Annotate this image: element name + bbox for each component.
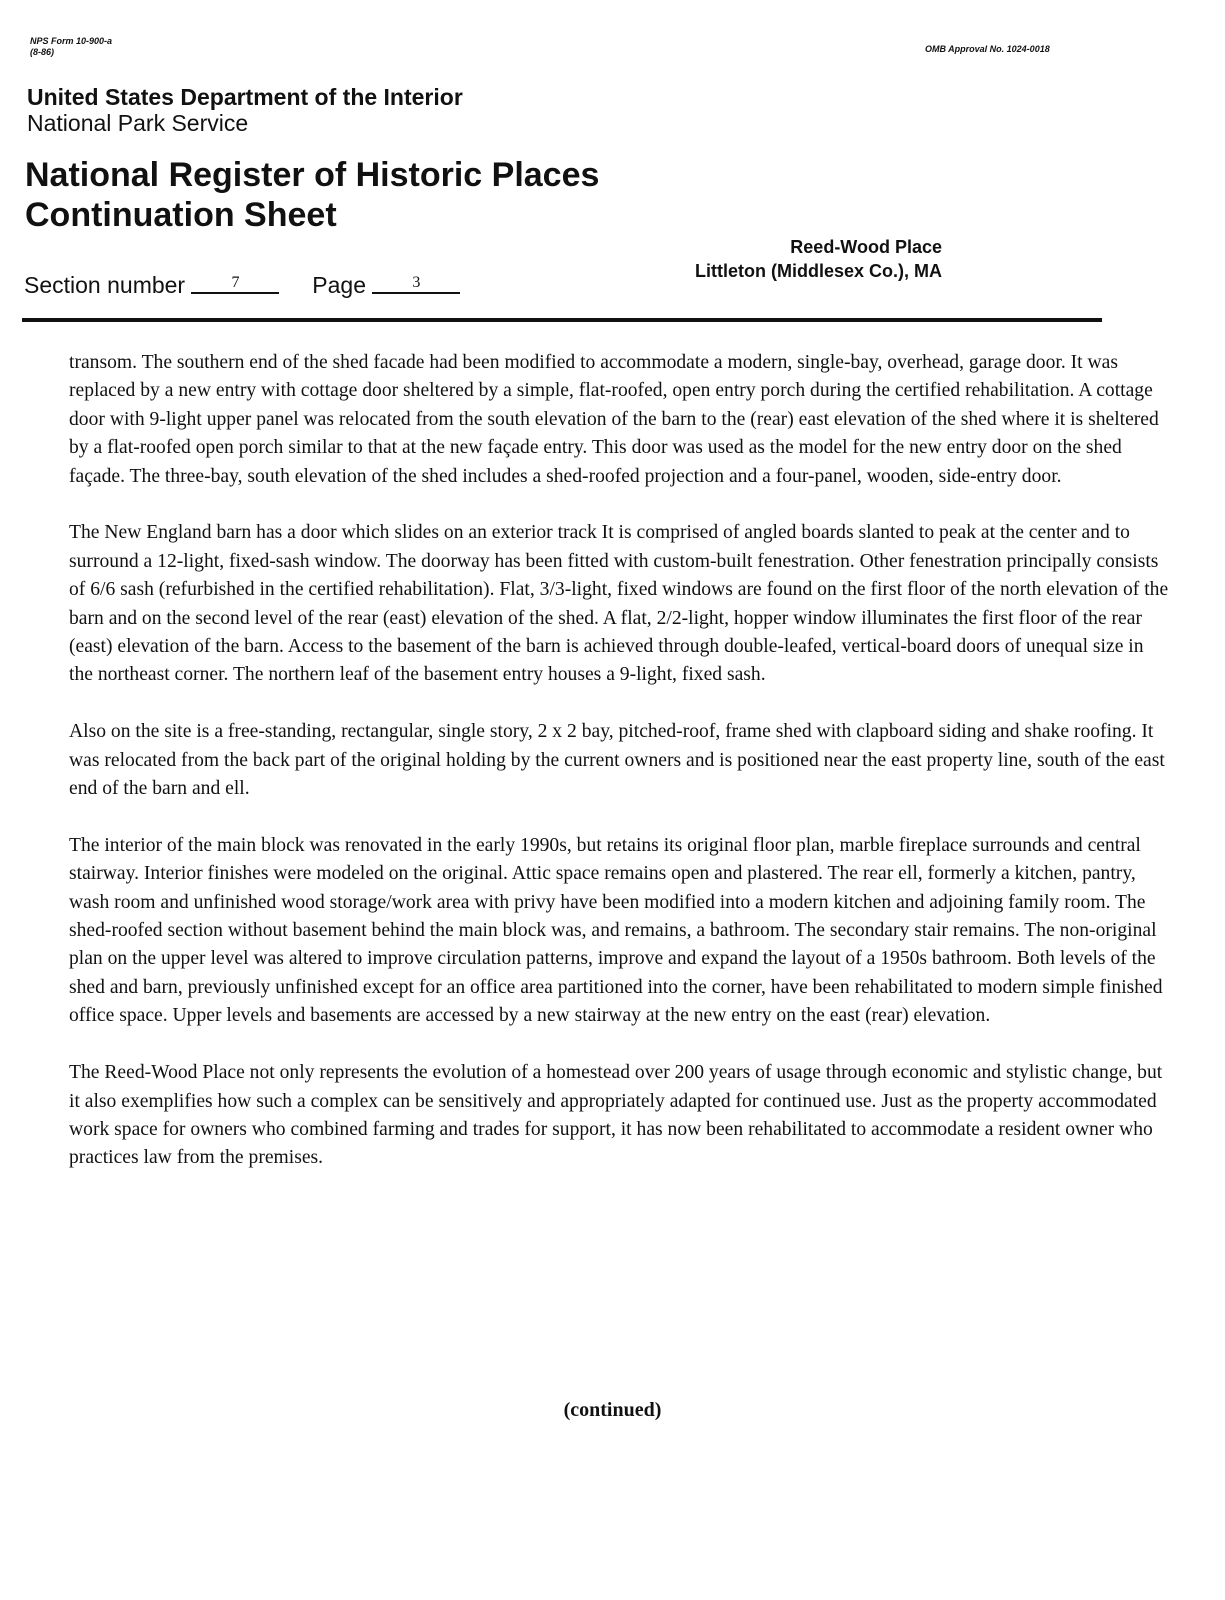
department-name: United States Department of the Interior: [27, 84, 463, 110]
property-block: [600, 235, 942, 283]
paragraph: Also on the site is a free-standing, rectangular, single story, 2 x 2 bay, pitched-roof, frame shed with clapboard siding and shake roofing. It was relocated from the back part of the original holding by the current owners and is positioned near the east property line, south of the east end of the barn and ell.: [69, 721, 1165, 800]
property-name: Reed-Wood Place: [790, 237, 942, 257]
form-date: (8-86): [30, 47, 55, 57]
section-page-line: [24, 272, 460, 299]
paragraph: The Reed-Wood Place not only represents the evolution of a homestead over 200 years of usage through economic and stylistic change, but it also exemplifies how such a complex can be sensitively and appropriately adapted for continued use. Just as the property accommodated work space for owners who combined farming and trades for support, it has now been rehabilitated to accommodate a resident owner who practices law from the premises.: [69, 1062, 1163, 1169]
continued-note: (continued): [563, 1399, 662, 1421]
form-identifier: [30, 36, 112, 58]
omb-approval: OMB Approval No. 1024-0018: [925, 44, 1050, 54]
header-divider: [22, 318, 1102, 322]
paragraph: transom. The southern end of the shed facade had been modified to accommodate a modern, single-bay, overhead, garage door. It was replaced by a new entry with cottage door sheltered by a simple, flat-roofed, open entry porch during the certified rehabilitation. A cottage door with 9-light upper panel was relocated from the south elevation of the barn to the (rear) east elevation of the shed where it is sheltered by a flat-roofed open porch similar to that at the new façade entry. This door was used as the model for the new entry door on the shed façade. The three-bay, south elevation of the shed includes a shed-roofed projection and a four-panel, wooden, side-entry door.: [69, 352, 1159, 487]
page-label: Page: [312, 272, 366, 298]
page-number-value: 3: [372, 274, 460, 294]
section-label: Section number: [24, 272, 186, 298]
department-block: [27, 84, 463, 136]
agency-name: National Park Service: [27, 110, 249, 136]
section-number-value: 7: [191, 274, 279, 294]
paragraph: The interior of the main block was renovated in the early 1990s, but retains its original floor plan, marble fireplace surrounds and central stairway. Interior finishes were modeled on the original. Attic space remains open and plastered. The rear ell, formerly a kitchen, pantry, wash room and unfinished wood storage/work area with privy have been modified into a modern kitchen and adjoining family room. The shed-roofed section without basement behind the main block was, and remains, a bathroom. The secondary stair remains. The non-original plan on the upper level was altered to improve circulation patterns, improve and expand the layout of a 1950s bathroom. Both levels of the shed and barn, previously unfinished except for an office area partitioned into the corner, have been rehabilitated to modern simple finished office space. Upper levels and basements are accessed by a new stairway at the new entry on the east (rear) elevation.: [69, 834, 1163, 1027]
sheet-title: [25, 155, 599, 235]
title-line-2: Continuation Sheet: [25, 196, 337, 234]
form-number: NPS Form 10-900-a: [30, 36, 113, 46]
title-line-1: National Register of Historic Places: [25, 156, 600, 194]
property-location: Littleton (Middlesex Co.), MA: [695, 261, 942, 281]
paragraph: The New England barn has a door which slides on an exterior track It is comprised of angled boards slanted to peak at the center and to surround a 12-light, fixed-sash window. The doorway has been fitted with custom-built fenestration. Other fenestration principally consists of 6/6 sash (refurbished in the certified rehabilitation). Flat, 3/3-light, fixed windows are found on the first floor of the north elevation of the barn and on the second level of the rear (east) elevation of the shed. A flat, 2/2-light, hopper window illuminates the first floor of the rear (east) elevation of the barn. Access to the basement of the barn is achieved through double-leafed, vertical-board doors of unequal size in the northeast corner. The northern leaf of the basement entry houses a 9-light, fixed sash.: [69, 522, 1169, 686]
body-text: [69, 349, 1169, 1201]
